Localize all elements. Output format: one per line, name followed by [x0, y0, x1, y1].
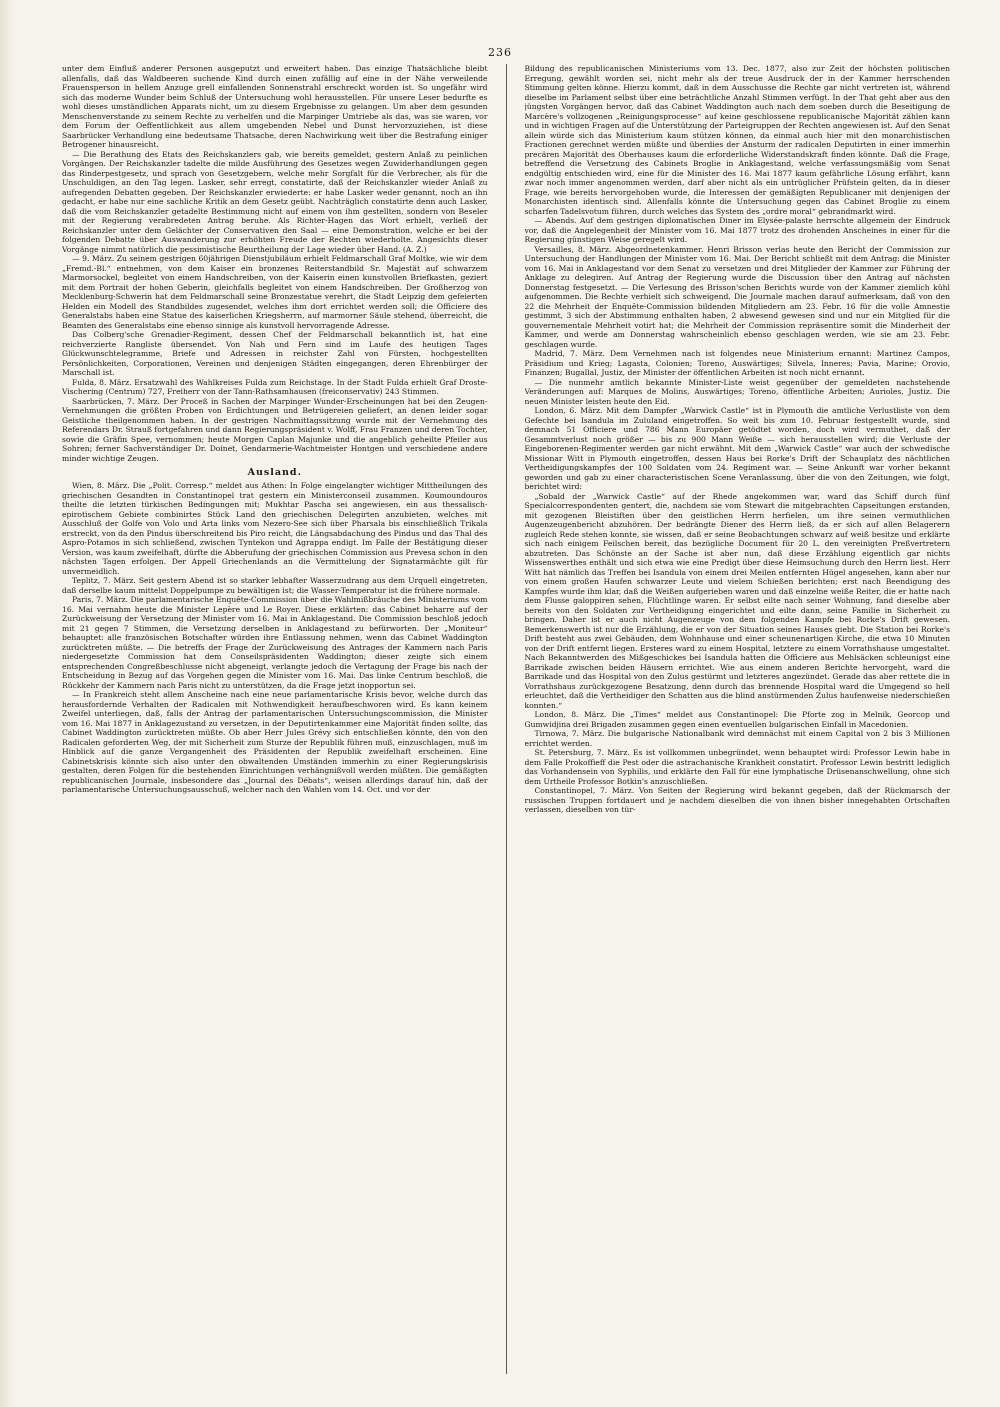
- two-column-body: [62, 64, 950, 1374]
- article-paragraph: Fulda, 8. März. Ersatzwahl des Wahlkreises Fulda zum Reichstage. In der Stadt Fulda erhielt Graf Droste-Vischering (Centrum) 727, Freiherr von der Tann-Rathsamhausen (freiconservativ) 243 Stimmen.: [62, 377, 488, 396]
- article-paragraph: Wien, 8. März. Die „Polit. Corresp.“ meldet aus Athen: In Folge eingelangter wichtiger Mittheilungen des griechischen Gesandten in Constantinopel trat gestern ein Ministerconseil zusammen. Koumoundouros theilte die letzten türkischen Bedingungen mit; Mukhtar Pascha sei angewiesen, ein aus thessalisch-epirotischem Gebiete combinirtes Stück Land den griechischen Delegirten anzubieten, welches mit Ausschluß der Golfe von Volo und Arta links vom Nezero-See sich über Pharsala bis einschließlich Trikala erstreckt, von da den Pindus überschreitend bis Piro reicht, die Längsabdachung des Pindus und das Thal des Aspro-Potamos in sich schließend, zwischen Tyntekon und Agrappa endigt. Im Falle der Bestätigung dieser Version, was kaum zweifelhaft, dürfte die Abberufung der griechischen Commission aus Prevesa schon in den nächsten Tagen erfolgen. Der Appell Griechenlands an die Vermittelung der Signatarmächte gilt für unvermeidlich.: [62, 481, 488, 576]
- article-paragraph: — In Frankreich steht allem Anscheine nach eine neue parlamentarische Krisis bevor, welche durch das herausfordernde Verhalten der Radicalen mit Nothwendigkeit heraufbeschworen wird. Es kann keinem Zweifel unterliegen, daß, falls der Antrag der parlamentarischen Untersuchungscommission, die Minister vom 16. Mai 1877 in Anklagezustand zu versetzen, in der Deputirtenkammer eine Majorität finden sollte, das Cabinet Waddington zurücktreten müßte. Ob aber Herr Jules Grévy sich entschließen könnte, den von den Radicalen geforderten Weg, der mit Sicherheit zum Sturze der Republik führen muß, einzuschlagen, muß im Hinblick auf die ganze Vergangenheit des Präsidenten der Republik zweifelhaft erscheinen. Eine Cabinetskrisis könnte sich also unter den obwaltenden Umständen immerhin zu einer Regierungskrisis gestalten, deren Folgen für die bestehenden Einrichtungen verhängnißvoll werden müßten. Die gemäßigten republicanischen Journale, insbesondere das „Journal des Débats“, weisen allerdings darauf hin, daß der parlamentarische Untersuchungsausschuß, welcher nach den Wahlen vom 14. Oct. und vor der: [62, 690, 488, 794]
- article-paragraph: — Die nunmehr amtlich bekannte Minister-Liste weist gegenüber der gemeldeten nachstehende Veränderungen auf: Marques de Molins, Auswärtiges; Toreno, öffentliche Arbeiten; Aurioles, Justiz. Die neuen Minister leisten heute den Eid.: [524, 377, 950, 406]
- article-paragraph: Madrid, 7. März. Dem Vernehmen nach ist folgendes neue Ministerium ernannt: Martinez Campos, Präsidium und Krieg; Lagasta, Colonien; Toreno, Auswärtiges; Silvela, Inneres; Pavia, Marine; Orovio, Finanzen; Bugallal, Justiz, der Minister der öffentlichen Arbeiten ist noch nicht ernannt.: [524, 349, 950, 377]
- article-paragraph: unter dem Einfluß anderer Personen ausgeputzt und erweitert haben. Das einzige Thatsächliche bleibt allenfalls, daß das Waldbeeren suchende Kind durch einen zufällig auf eine in der Nähe verweilende Frauensperson in hellem Anzuge grell einfallenden Sonnenstrahl erschreckt worden ist. So ungefähr wird sich das moderne Wunder beim Schluß der Untersuchung wohl herausstellen. Für unsere Leser bedurfte es wohl dieses umständlichen Apparats nicht, um zu diesem Ergebnisse zu gelangen. Um aber dem gesunden Menschenverstande zu seinem Rechte zu verhelfen und die Marpinger Umtriebe als das, was sie waren, vor dem Forum der Oeffentlichkeit aus allem umgebenden Nebel und Dunst hervorzuziehen, ist diese Saarbrücker Verhandlung eine bedeutsame Thatsache, deren Nachwirkung weit über die Bestrafung einiger Betrogener hinausreicht.: [62, 64, 488, 149]
- article-paragraph: Das Colberg'sche Grenadier-Regiment, dessen Chef der Feldmarschall bekanntlich ist, hat eine reichverzierte Rangliste übersendet. Von Nah und Fern sind im Laufe des heutigen Tages Glückwunschtelegramme, Briefe und Adressen in reichster Zahl von Fürsten, hochgestellten Persönlichkeiten, Corporationen, Vereinen und denjenigen Städten eingegangen, deren Ehrenbürger der Marschall ist.: [62, 330, 488, 377]
- article-paragraph: London, 8. März. Die „Times“ meldet aus Constantinopel: Die Pforte zog in Melnik, Georcop und Gumwidjina drei Brigaden zusammen gegen einen eventuellen bulgarischen Einfall in Macedonien.: [524, 710, 950, 729]
- page-number: 236: [488, 46, 512, 59]
- article-paragraph: St. Petersburg, 7. März. Es ist vollkommen unbegründet, wenn behauptet wird: Professor Lewin habe in dem Falle Prokoffieff die Pest oder die astrachanische Krankheit constatirt. Professor Lewin bestritt lediglich das Vorhandensein von Syphilis, und erklärte den Fall für eine lymphatische Drüsenanschwellung, ohne sich dem Urtheile Professor Botkin's anzuschließen.: [524, 748, 950, 786]
- article-paragraph: Tirnowa, 7. März. Die bulgarische Nationalbank wird demnächst mit einem Capital von 2 bis 3 Millionen errichtet werden.: [524, 729, 950, 748]
- section-heading: Ausland.: [247, 467, 302, 478]
- article-paragraph: — Abends. Auf dem gestrigen diplomatischen Diner im Elysée-palaste herrschte allgemein der Eindruck vor, daß die Angelegenheit der Minister vom 16. Mai 1877 trotz des drohenden Anscheines in einer für die Regierung günstigen Weise geregelt wird.: [524, 216, 950, 244]
- article-paragraph: Bildung des republicanischen Ministeriums vom 13. Dec. 1877, also zur Zeit der höchsten politischen Erregung, gewählt worden sei, nicht mehr als der treue Ausdruck der in der Kammer herrschenden Stimmung gelten könne. Hierzu kommt, daß in dem Ausschusse die Rechte gar nicht vertreten ist, während dieselbe im Parlament selbst über eine beträchtliche Anzahl Stimmen verfügt. In der That geht aber aus den jüngsten Vorgängen hervor, daß das Cabinet Waddington auch nach dem soeben durch die Beseitigung de Marcère's vollzogenen „Reinigungsprocesse“ auf keine geschlossene republicanische Majorität zählen kann und in wichtigen Fragen auf die Unterstützung der Parteigruppen der Rechten angewiesen ist. Auf den Senat allein würde sich das Ministerium kaum stützen können, da einmal auch hier mit den monarchistischen Fractionen gerechnet werden müßte und überdies der Ansturm der radicalen Deputirten in einer immerhin precären Majorität des Oberhauses kaum die erforderliche Widerstandskraft finden könnte. Daß die Frage, betreffend die Versetzung des Cabinets Broglie in Anklagestand, welche verfassungsmäßig vom Senat endgültig entschieden wird, eine für die Minister des 16. Mai 1877 kaum gefährliche Lösung erfährt, kann zwar noch immer angenommen werden, darf aber nicht als ein untrüglicher Prüfstein gelten, da in dieser Frage, wie bereits hervorgehoben wurde, die Interessen der gemäßigten Republicaner mit denjenigen der Monarchisten identisch sind. Allenfalls könnte die Untersuchung gegen das Cabinet Broglie zu einem scharfen Tadelsvotum führen, durch welches das System des „ordre moral“ gebrandmarkt wird.: [524, 64, 950, 216]
- article-paragraph: — 9. März. Zu seinem gestrigen 60jährigen Dienstjubiläum erhielt Feldmarschall Graf Moltke, wie wir dem „Fremd.-Bl.“ entnehmen, von dem Kaiser ein bronzenes Reiterstandbild Sr. Majestät auf schwarzem Marmorsockel, begleitet von einem Handschreiben, von der Kaiserin einen kunstvollen Briefkasten, geziert mit dem Portrait der hohen Geberin, gleichfalls begleitet von einem Handschreiben. Der Großherzog von Mecklenburg-Schwerin hat dem Feldmarschall seine Bronzestatue verehrt, die Stadt Leipzig dem gefeierten Helden ein Modell des Standbildes zugesendet, welches ihm dort errichtet werden soll; die Officiere des Generalstabs haben eine Statue des kaiserlichen Kriegsherrn, auf marmorner Säule stehend, überreicht, die Beamten des Generalstabs eine ebenso sinnige als kunstvoll hervorragende Adresse.: [62, 254, 488, 330]
- left-column: [62, 64, 488, 1374]
- faint-stamp-mark: [18, 520, 62, 940]
- column-rule: [506, 64, 507, 1374]
- article-paragraph: Paris, 7. März. Die parlamentarische Enquête-Commission über die Wahlmißbräuche des Ministeriums vom 16. Mai vernahm heute die Minister Lepère und Le Royer. Diese erklärten: das Cabinet beharre auf der Zurückweisung der Versetzung der Minister vom 16. Mai in Anklagestand. Die Commission beschloß jedoch mit 21 gegen 7 Stimmen, die Versetzung derselben in Anklagestand zu befürworten. Der „Moniteur“ behauptet: alle französischen Botschafter würden ihre Entlassung nehmen, wenn das Cabinet Waddington zurücktreten müßte. — Die betreffs der Frage der Zurückweisung des Antrages der Kammern nach Paris niedergesetzte Commission hat dem Conseilspräsidenten Waddington; dieser zeigte sich einem entsprechenden Congreßbeschlusse nicht abgeneigt, verlangte jedoch die Vertagung der Frage bis nach der Entscheidung in Bezug auf das Vorgehen gegen die Minister vom 16. Mai. Das linke Centrum beschloß, die Rückkehr der Kammern nach Paris nicht zu unterstützen, da die Frage jetzt inopportun sei.: [62, 595, 488, 690]
- article-paragraph: Saarbrücken, 7. März. Der Proceß in Sachen der Marpinger Wunder-Erscheinungen hat bei den Zeugen-Vernehmungen die größten Proben von Erdichtungen und Betrügereien geliefert, an denen leider sogar Geistliche theilgenommen haben. In der gestrigen Nachmittagssitzung wurde mit der Vernehmung des Referendars Dr. Strauß fortgefahren und dann Regierungspräsident v. Wolff, Frau Franzen und deren Tochter, sowie die Gräfin Spee, vernommen; heute Morgen Caplan Majunke und die angeblich geheilte Pfeiler aus Sohren; ferner Sachverständiger Dr. Doinet, Gendarmerie-Wachtmeister Hontgen und verschiedene andere minder wichtige Zeugen.: [62, 396, 488, 463]
- article-paragraph: „Sobald der „Warwick Castle“ auf der Rhede angekommen war, ward das Schiff durch fünf Specialcorrespondenten gentert, die, nachdem sie vom Stewart die mitgebrachten Capseitungen erstanden, mit gezogenen Bleistiften über den geistlichen Herrn herfielen, um ihre seinen vermuthlichen Augenzeugenbericht abzuhören. Der bedrängte Diener des Herrn ließ, da er sich auf allen Belagerern zugleich Rede stehen konnte, sie wissen, daß er seine Beobachtungen schwarz auf weiß besitze und erklärte sich nach einigem Feilschen bereit, das bezügliche Document für 20 L. den vereinigten Preßvertretern abzutreten. Das Schönste an der Sache ist aber nun, daß diese Erzählung eigentlich gar nichts Wissenswerthes enthält und sich etwa wie eine Predigt über diese Heimsuchung durch den Herrn liest. Herr Witt hat nämlich das Treffen bei Isandula von einem drei Meilen entfernten Hügel angesehen, kann aber nur von einem großen Haufen schwarzer Leute und vielem Schießen berichten; erst nach Beendigung des Kampfes wurde ihm klar, daß die Weißen aufgerieben waren und daß einzelne weiße Reiter, die er hatte nach dem Flusse galoppiren sehen, Flüchtlinge waren. Er selbst eilte nach seiner Wohnung, fand dieselbe aber bereits von den Soldaten zur Vertheidigung eingerichtet und eilte dann, seine Familie in Sicherheit zu bringen. Daher ist er auch nicht Augenzeuge von dem folgenden Kampfe bei Rorke's Drift gewesen. Bemerkenswerth ist nur die Erzählung, die er von der Situation seines Hauses giebt. Die Station bei Rorke's Drift besteht aus zwei Gebäuden, dem Wohnhause und einer scheunenartigen Kirche, die etwa 10 Minuten von der Drift entfernt liegen. Ersteres ward zu einem Hospital, letztere zu einem Vorrathshause umgestaltet. Nach Bekanntwerden des Mißgeschickes bei Isandula hatten die Officiere aus Mehlsäcken schleunigst eine Barrikade zwischen beiden Häusern errichtet. Wie aus einem anderen Berichte hervorgeht, ward die Barrikade und das Hospital von den Zulus gestürmt und letzteres angezündet. Gerade das aber rettete die in Vorrathshaus zurückgezogene Besatzung, denn durch das brennende Hospital ward die Umgegend so hell erleuchtet, daß die Vertheidiger den Schatten aus die blind anstürmenden Zulus haufenweise niederschießen konnten.“: [524, 491, 950, 710]
- article-paragraph: Constantinopel, 7. März. Von Seiten der Regierung wird bekannt gegeben, daß der Rückmarsch der russischen Truppen fortdauert und je nachdem dieselben die von ihnen bisher innegehabten Ortschaften verlassen, dieselben von tür-: [524, 786, 950, 814]
- page-edge-shadow: [0, 0, 14, 1407]
- article-paragraph: Teplitz, 7. März. Seit gestern Abend ist so starker lebhafter Wasserzudrang aus dem Urquell eingetreten, daß derselbe kaum mittelst Doppelpumpe zu bewältigen ist; die Wasser-Temperatur ist die frühere normale.: [62, 576, 488, 595]
- article-paragraph: Versailles, 8. März. Abgeordnetenkammer. Henri Brisson verlas heute den Bericht der Commission zur Untersuchung der Handlungen der Minister vom 16. Mai. Der Bericht schließt mit dem Antrag: die Minister vom 16. Mai in Anklagestand vor dem Senat zu versetzen und drei Mitglieder der Kammer zur Führung der Anklage zu delegiren. Auf Antrag der Regierung wurde die Discussion über den Antrag auf nächsten Donnerstag festgesetzt. — Die Verlesung des Brisson'schen Berichts wurde von der Kammer ziemlich kühl aufgenommen. Die Rechte verhielt sich schweigend. Die Journale machen darauf aufmerksam, daß von den 22 die Mehrheit der Enquête-Commission bildenden Mitgliedern am 23. Febr. 16 für die volle Amnestie gestimmt, 3 sich der Abstimmung enthalten haben, 2 abwesend gewesen sind und nur ein Mitglied für die gouvernementale Mehrheit votirt hat; die Mehrheit der Commission repräsentire somit die Minderheit der Kammer, und werde am Donnerstag wahrscheinlich ebenso geschlagen werden, wie sie am 23. Febr. geschlagen wurde.: [524, 244, 950, 349]
- right-column: [525, 64, 951, 1374]
- article-paragraph: — Die Berathung des Etats des Reichskanzlers gab, wie bereits gemeldet, gestern Anlaß zu peinlichen Vorgängen. Der Reichskanzler tadelte die milde Ausführung des Gesetzes wegen Zuwiderhandlungen gegen das Rinderpestgesetz, und sprach von Gesetzgebern, welche mehr Sorgfalt für die Verbrecher, als für die Unschuldigen, an den Tag legen. Lasker, sehr erregt, constatirte, daß der Reichskanzler wieder Anlaß zu aufregenden Debatten gegeben. Der Reichskanzler erwiederte: er habe Lasker weder genannt, noch an ihn gedacht, er habe nur eine sachliche Kritik an dem Gesetz geübt. Nachträglich constatirte denn auch Lasker, daß die vom Reichskanzler getadelte Bestimmung nicht auf einem von ihm gestellten, sondern von Beseler mit der Regierung verabredeten Antrag beruhe. Als Richter-Hagen das Wort erhielt, verließ der Reichskanzler unter dem Gelächter der Conservativen den Saal — eine Demonstration, welche er bei der folgenden Debatte über Auswanderung zur erhöhten Freude der Rechten wiederholte. Angesichts dieser Vorgänge nimmt natürlich die pessimistische Beurtheilung der Lage wieder über Hand. (A. Z.): [62, 149, 488, 254]
- article-paragraph: London, 6. März. Mit dem Dampfer „Warwick Castle“ ist in Plymouth die amtliche Verlustliste von dem Gefechte bei Isandula im Zululand eingetroffen. So weit bis zum 10. Februar festgestellt wurde, sind demnach 51 Officiere und 786 Mann Europäer getödtet worden, doch wird vermuthet, daß der Gesammtverlust noch größer — bis zu 900 Mann Weiße — sich herausstellen wird; die Verluste der Eingeborenen-Regimenter werden gar nicht erwähnt. Mit dem „Warwick Castle“ war auch der schwedische Missionar Witt in Plymouth eingetroffen, dessen Haus bei Rorke's Drift der Schauplatz des nächtlichen Vertheidigungskampfes der 100 Soldaten vom 24. Regiment war. — Seine Ankunft war vorher bekannt geworden und gab zu einer characteristischen Scene Veranlassung, über die von den Zeitungen, wie folgt, berichtet wird:: [524, 406, 950, 491]
